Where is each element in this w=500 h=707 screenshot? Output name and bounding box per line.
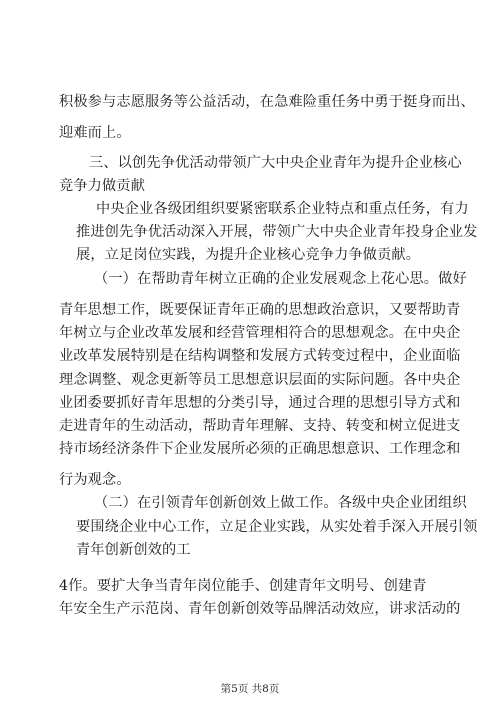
body-line: 积极参与志愿服务等公益活动，在急难险重任务中勇于挺身而出、 (59, 94, 475, 110)
body-line: 业改革发展特别是在结构调整和发展方式转变过程中，企业面临 (59, 348, 461, 364)
body-line: 年树立与企业改革发展和经营管理相符合的思想观念。在中央企 (59, 325, 461, 341)
page-number-footer: 第5页 共8页 (220, 683, 280, 695)
body-line: 中央企业各级团组织要紧密联系企业特点和重点任务，有力 (96, 201, 469, 217)
body-line: 展，立足岗位实践，为提升企业核心竞争力争做贡献。 (76, 247, 421, 263)
body-line: 业团委要抓好青年思想的分类引导，通过合理的思想引导方式和 (59, 395, 461, 411)
section-heading-line: 三、以创先争优活动带领广大中央企业青年为提升企业核心 (89, 155, 462, 171)
body-line: 行为观念。 (59, 472, 131, 488)
body-line: 持市场经济条件下企业发展所必须的正确思想意识、工作理念和 (59, 441, 461, 457)
body-line: 青年创新创效的工 (76, 542, 191, 558)
body-line: （一）在帮助青年树立正确的企业发展观念上花心思。做好 (94, 271, 467, 287)
body-line: 年安全生产示范岗、青年创新创效等品牌活动效应，讲求活动的 (59, 601, 461, 617)
body-line: 走进青年的生动活动，帮助青年理解、支持、转变和树立促进支 (59, 418, 461, 434)
body-line: 理念调整、观念更新等员工思想意识层面的实际问题。各中央企 (59, 372, 461, 388)
body-line: 4作。要扩大争当青年岗位能手、创建青年文明号、创建青 (59, 578, 427, 594)
body-line: 要围绕企业中心工作，立足企业实践，从实处着手深入开展引领 (76, 519, 478, 535)
body-line: 迎难而上。 (59, 125, 131, 141)
body-line: （二）在引领青年创新创效上做工作。各级中央企业团组织 (94, 495, 467, 511)
body-line: 推进创先争优活动深入开展，带领广大中央企业青年投身企业发 (76, 224, 478, 240)
section-heading-line: 竞争力做贡献 (59, 178, 146, 194)
body-line: 青年思想工作，既要保证青年正确的思想政治意识，又要帮助青 (59, 302, 461, 318)
